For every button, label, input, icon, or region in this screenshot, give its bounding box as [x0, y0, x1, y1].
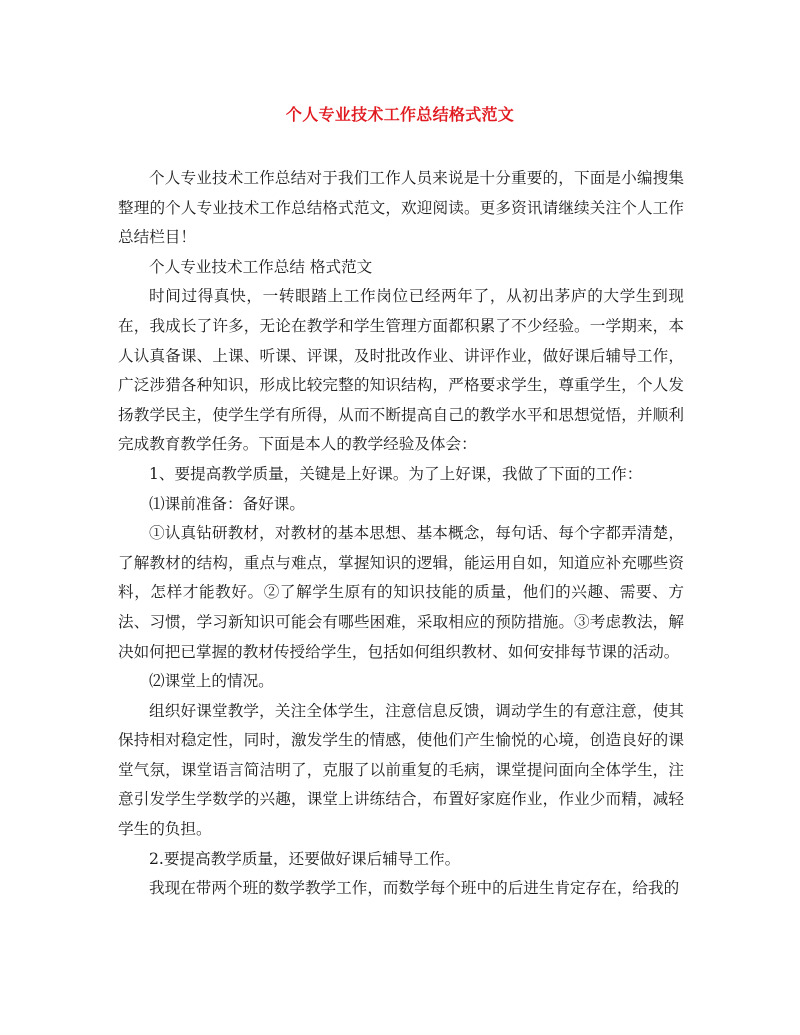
paragraph: ①认真钻研教材，对教材的基本思想、基本概念，每句话、每个字都弄清楚，了解教材的结构，重点与难点，掌握知识的逻辑，能运用自如，知道应补充哪些资料，怎样才能教好。②了解学生原有的知识技能的质量，他们的兴趣、需要、方法、习惯，学习新知识可能会有哪些困难，采取相应的预防措施。③考虑教法，解决如何把已掌握的教材传授给学生，包括如何组织教材、如何安排每节课的活动。 [118, 524, 684, 661]
paragraph: 个人专业技术工作总结 格式范文 [149, 257, 373, 276]
paragraph: 时间过得真快，一转眼踏上工作岗位已经两年了，从初出茅庐的大学生到现在，我成长了许多，无论在教学和学生管理方面都积累了不少经验。一学期来，本人认真备课、上课、听课、评课，及时批改作业、讲评作业，做好课后辅导工作，广泛涉猎各种知识，形成比较完整的知识结构，严格要求学生，尊重学生，个人发扬教学民主，使学生学有所得，从而不断提高自己的教学水平和思想觉悟，并顺利完成教育教学任务。下面是本人的教学经验及体会： [118, 287, 684, 454]
paragraph: 组织好课堂教学，关注全体学生，注意信息反馈，调动学生的有意注意，使其保持相对稳定性，同时，激发学生的情感，使他们产生愉悦的心境，创造良好的课堂气氛，课堂语言简洁明了，克服了以前重复的毛病，课堂提问面向全体学生，注意引发学生学数学的兴趣，课堂上讲练结合，布置好家庭作业，作业少而精，减轻学生的负担。 [118, 701, 684, 839]
paragraph: ⑴课前准备：备好课。 [149, 494, 305, 513]
paragraph: 我现在带两个班的数学教学工作，而数学每个班中的后进生肯定存在，给我的 [149, 879, 680, 898]
paragraph: 个人专业技术工作总结对于我们工作人员来说是十分重要的，下面是小编搜集整理的个人专业技术工作总结格式范文，欢迎阅读。更多资讯请继续关注个人工作总结栏目！ [118, 169, 684, 247]
document-body [118, 164, 684, 904]
paragraph: 2.要提高教学质量，还要做好课后辅导工作。 [149, 849, 461, 868]
paragraph: 1、要提高教学质量，关键是上好课。为了上好课，我做了下面的工作： [149, 464, 643, 483]
document-title: 个人专业技术工作总结格式范文 [285, 105, 515, 124]
paragraph: ⑵课堂上的情况。 [149, 672, 274, 691]
